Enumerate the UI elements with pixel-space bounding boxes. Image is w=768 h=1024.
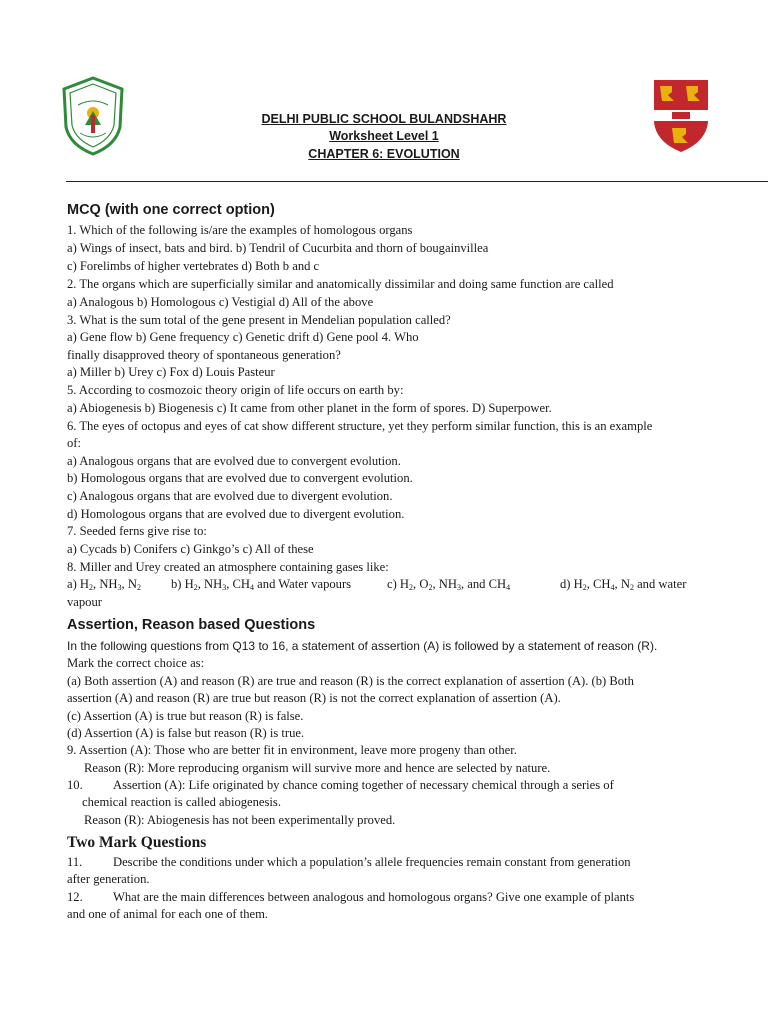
assertion-option-line: (d) Assertion (A) is false but reason (R) is true. xyxy=(67,726,305,740)
mcq-line: 2. The organs which are superficially similar and anatomically dissimilar and doing same function are called xyxy=(67,277,614,291)
mcq-line: 1. Which of the following is/are the examples of homologous organs xyxy=(67,223,413,237)
mcq-line: c) Forelimbs of higher vertebrates d) Both b and c xyxy=(67,259,320,273)
question-12-text: What are the main differences between analogous and homologous organs? Give one example of plants xyxy=(113,890,635,904)
assertion-heading: Assertion, Reason based Questions xyxy=(67,617,316,633)
q8-option-a: a) $H_2$, $NH_3$, $N_2$ xyxy=(67,577,141,592)
q8-option-d-continued: vapour xyxy=(67,595,102,609)
mcq-line: a) Wings of insect, bats and bird. b) Tendril of Cucurbita and thorn of bougainvillea xyxy=(67,241,489,255)
mcq-line: finally disapproved theory of spontaneous generation? xyxy=(67,348,341,362)
question-11-text: Describe the conditions under which a population’s allele frequencies remain constant from generation xyxy=(113,855,631,869)
mcq-line: 5. According to cosmozoic theory origin of life occurs on earth by: xyxy=(67,383,404,397)
assertion-option-line: (a) Both assertion (A) and reason (R) are true and reason (R) is the correct explanation of assertion (A). (b) Both xyxy=(67,674,634,688)
assertion-intro-line: In the following questions from Q13 to 16, a statement of assertion (A) is followed by a statement of reason (R). xyxy=(67,639,658,653)
question-11-continued: after generation. xyxy=(67,872,150,886)
mcq-line: c) Analogous organs that are evolved due to divergent evolution. xyxy=(67,489,393,503)
mcq-line: 7. Seeded ferns give rise to: xyxy=(67,524,207,538)
mcq-line: a) Analogous organs that are evolved due to convergent evolution. xyxy=(67,454,401,468)
mcq-line: a) Analogous b) Homologous c) Vestigial d) All of the above xyxy=(67,295,374,309)
q8-option-d: d) $H_2$, $CH_4$, $N_2$ and water xyxy=(560,577,687,592)
worksheet-title: Worksheet Level 1 xyxy=(329,129,439,143)
question-9-assertion: 9. Assertion (A): Those who are better fit in environment, leave more progeny than other. xyxy=(67,743,517,757)
question-12-continued: and one of animal for each one of them. xyxy=(67,907,269,921)
question-12-number: 12. xyxy=(67,890,83,904)
mcq-line: a) Abiogenesis b) Biogenesis c) It came from other planet in the form of spores. D) Superpower. xyxy=(67,401,552,415)
q8-option-b: b) $H_2$, $NH_3$, $CH_4$ and Water vapours xyxy=(171,577,352,592)
question-11-number: 11. xyxy=(67,855,83,869)
mcq-line: of: xyxy=(67,436,81,450)
school-name: DELHI PUBLIC SCHOOL BULANDSHAHR xyxy=(261,112,507,126)
mcq-line: a) Gene flow b) Gene frequency c) Genetic drift d) Gene pool 4. Who xyxy=(67,330,419,344)
mcq-line: a) Cycads b) Conifers c) Ginkgo’s c) All of these xyxy=(67,542,314,556)
assertion-option-line: assertion (A) and reason (R) are true but reason (R) is not the correct explanation of assertion (A). xyxy=(67,691,561,705)
mcq-line: 6. The eyes of octopus and eyes of cat show different structure, yet they perform similar function, this is an example xyxy=(67,419,653,433)
header-divider xyxy=(66,181,768,182)
mcq-heading: MCQ (with one correct option) xyxy=(67,202,275,218)
mcq-line: b) Homologous organs that are evolved due to convergent evolution. xyxy=(67,471,413,485)
question-10-reason: Reason (R): Abiogenesis has not been experimentally proved. xyxy=(84,813,396,827)
crest-logo xyxy=(652,78,710,154)
assertion-option-line: (c) Assertion (A) is true but reason (R) is false. xyxy=(67,709,304,723)
mcq-line: d) Homologous organs that are evolved due to divergent evolution. xyxy=(67,507,405,521)
q8-option-c: c) $H_2$, $O_2$, $NH_3$, and $CH_4$ xyxy=(387,577,511,592)
chapter-title: CHAPTER 6: EVOLUTION xyxy=(308,147,460,161)
question-10-continued: chemical reaction is called abiogenesis. xyxy=(82,795,281,809)
mcq-line: 3. What is the sum total of the gene present in Mendelian population called? xyxy=(67,313,451,327)
question-10-assertion: Assertion (A): Life originated by chance coming together of necessary chemical through a series of xyxy=(113,778,614,792)
two-mark-heading: Two Mark Questions xyxy=(67,834,207,851)
question-10-number: 10. xyxy=(67,778,83,792)
mcq-line: 8. Miller and Urey created an atmosphere containing gases like: xyxy=(67,560,389,574)
question-9-reason: Reason (R): More reproducing organism will survive more and hence are selected by nature. xyxy=(84,761,551,775)
assertion-intro-line: Mark the correct choice as: xyxy=(67,656,205,670)
mcq-line: a) Miller b) Urey c) Fox d) Louis Pasteur xyxy=(67,365,275,379)
